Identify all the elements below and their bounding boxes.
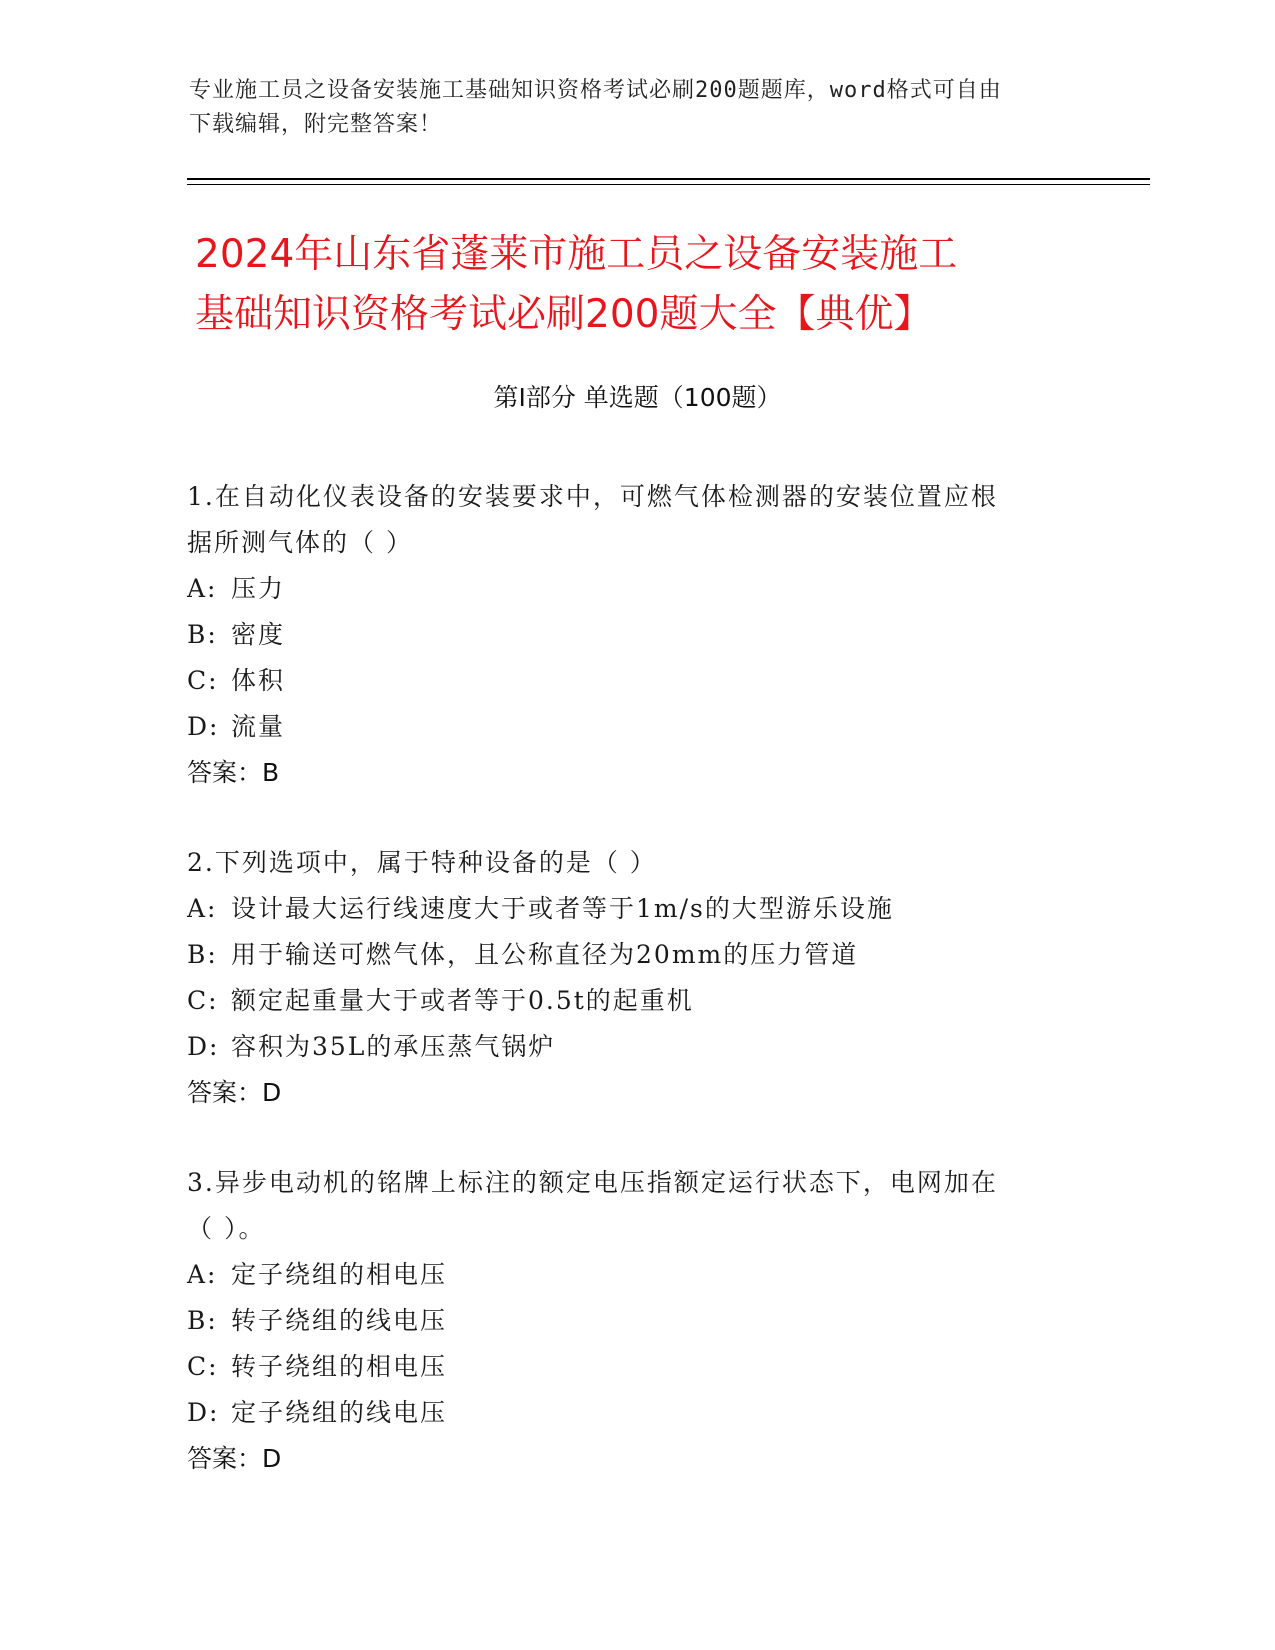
question-list <box>187 474 1087 1526</box>
option-text: 定子绕组的相电压 <box>231 1260 448 1289</box>
header-rule-thick <box>187 178 1150 180</box>
option-d <box>187 704 1087 750</box>
option-key: D: <box>187 712 220 741</box>
option-b <box>187 1298 1087 1344</box>
document-title <box>195 225 1095 345</box>
option-a <box>187 566 1087 612</box>
answer-text: 答案：B <box>187 758 280 787</box>
option-c <box>187 1344 1087 1390</box>
option-key: D: <box>187 1398 220 1427</box>
option-text: 压力 <box>231 574 286 603</box>
option-key: B: <box>187 620 218 649</box>
question-stem-line: 2.下列选项中，属于特种设备的是（ ） <box>187 848 657 877</box>
option-c <box>187 978 1087 1024</box>
document-title-line-1: 2024年山东省蓬莱市施工员之设备安装施工 <box>195 232 958 277</box>
document-title-line-2: 基础知识资格考试必刷200题大全【典优】 <box>195 292 933 337</box>
option-key: A: <box>187 574 218 603</box>
option-b <box>187 612 1087 658</box>
question-stem-line: 据所测气体的（ ） <box>187 528 413 557</box>
option-b <box>187 932 1087 978</box>
option-key: B: <box>187 1306 218 1335</box>
option-d <box>187 1024 1087 1070</box>
option-text: 用于输送可燃气体，且公称直径为20mm的压力管道 <box>231 940 859 969</box>
question-stem-line: （ ）。 <box>187 1214 266 1243</box>
option-text: 转子绕组的线电压 <box>231 1306 448 1335</box>
header-rule-thin <box>187 184 1150 185</box>
option-c <box>187 658 1087 704</box>
option-key: C: <box>187 666 219 695</box>
option-key: D: <box>187 1032 220 1061</box>
question-1 <box>187 474 1087 796</box>
option-key: C: <box>187 986 219 1015</box>
option-text: 定子绕组的线电压 <box>231 1398 448 1427</box>
header-note-line-1: 专业施工员之设备安装施工基础知识资格考试必刷200题题库，word格式可自由 <box>189 78 1002 103</box>
option-a <box>187 886 1087 932</box>
option-d <box>187 1390 1087 1436</box>
option-a <box>187 1252 1087 1298</box>
question-2 <box>187 840 1087 1116</box>
option-key: B: <box>187 940 218 969</box>
option-text: 容积为35L的承压蒸气锅炉 <box>231 1032 556 1061</box>
answer-text: 答案：D <box>187 1078 282 1107</box>
question-stem-line: 3.异步电动机的铭牌上标注的额定电压指额定运行状态下，电网加在 <box>187 1168 998 1197</box>
option-text: 转子绕组的相电压 <box>231 1352 448 1381</box>
option-key: C: <box>187 1352 219 1381</box>
option-text: 设计最大运行线速度大于或者等于1m/s的大型游乐设施 <box>231 894 894 923</box>
option-key: A: <box>187 1260 218 1289</box>
option-text: 流量 <box>231 712 286 741</box>
option-text: 体积 <box>231 666 286 695</box>
option-text: 额定起重量大于或者等于0.5t的起重机 <box>231 986 694 1015</box>
question-3 <box>187 1160 1087 1482</box>
section-title: 第Ⅰ部分 单选题（100题） <box>493 383 782 412</box>
header-note-line-2: 下载编辑，附完整答案！ <box>189 112 443 137</box>
header-note <box>189 74 1089 142</box>
answer-text: 答案：D <box>187 1444 282 1473</box>
option-text: 密度 <box>231 620 286 649</box>
option-key: A: <box>187 894 218 923</box>
question-stem-line: 1.在自动化仪表设备的安装要求中，可燃气体检测器的安装位置应根 <box>187 482 998 511</box>
